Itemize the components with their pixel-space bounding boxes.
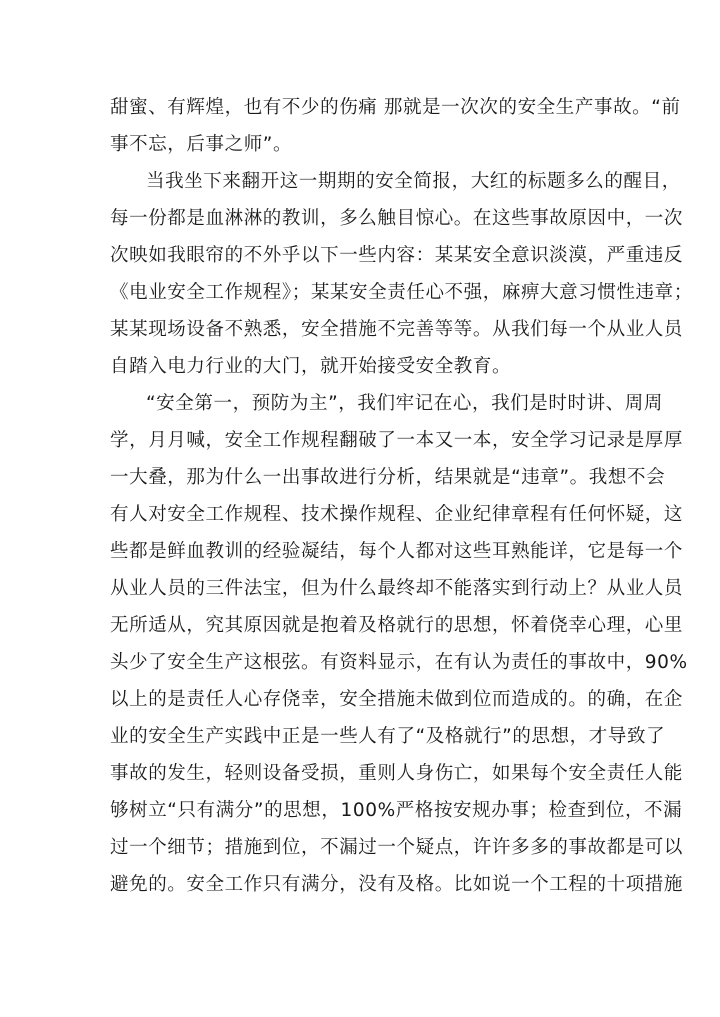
text-line: 避免的。安全工作只有满分，没有及格。比如说一个工程的十项措施: [110, 874, 684, 895]
text-line: 每一份都是血淋淋的教训，多么触目惊心。在这些事故原因中，一次: [110, 208, 684, 229]
text-line: 事不忘，后事之师”。: [110, 134, 293, 155]
text-line: 甜蜜、有辉煌，也有不少的伤痛 那就是一次次的安全生产事故。“前: [110, 97, 681, 118]
text-line: 学，月月喊，安全工作规程翻破了一本又一本，安全学习记录是厚厚: [110, 430, 684, 451]
text-line: 《电业安全工作规程》；某某安全责任心不强，麻痹大意习惯性违章；: [110, 282, 693, 303]
text-line: 次映如我眼帘的不外乎以下一些内容：某某安全意识淡漠，严重违反: [110, 245, 684, 266]
text-line: 事故的发生，轻则设备受损，重则人身伤亡，如果每个安全责任人能: [110, 763, 684, 784]
text-line: 无所适从，究其原因就是抱着及格就行的思想，怀着侥幸心理，心里: [110, 615, 684, 636]
text-line: 够树立“只有满分”的思想，100%严格按安规办事；检查到位，不漏: [110, 800, 683, 821]
text-line: 某某现场设备不熟悉，安全措施不完善等等。从我们每一个从业人员: [110, 319, 684, 340]
text-line: 业的安全生产实践中正是一些人有了“及格就行”的思想，才导致了: [110, 726, 666, 747]
text-line: 些都是鲜血教训的经验凝结，每个人都对这些耳熟能详，它是每一个: [110, 541, 684, 562]
text-line: 以上的是责任人心存侥幸，安全措施未做到位而造成的。的确，在企: [110, 689, 684, 710]
paragraph-start-line: 当我坐下来翻开这一期期的安全简报，大红的标题多么的醒目，: [146, 171, 681, 192]
text-line: 过一个细节；措施到位，不漏过一个疑点，许许多多的事故都是可以: [110, 837, 684, 858]
text-line: 有人对安全工作规程、技术操作规程、企业纪律章程有任何怀疑，这: [110, 504, 684, 525]
text-line: 一大叠，那为什么一出事故进行分析，结果就是“违章”。我想不会: [110, 467, 666, 488]
text-line: 从业人员的三件法宝，但为什么最终却不能落实到行动上？从业人员: [110, 578, 684, 599]
paragraph-start-line: “安全第一，预防为主”，我们牢记在心，我们是时时讲、周周: [146, 393, 663, 414]
text-line: 头少了安全生产这根弦。有资料显示，在有认为责任的事故中，90%: [110, 652, 688, 673]
text-line: 自踏入电力行业的大门，就开始接受安全教育。: [110, 356, 512, 377]
